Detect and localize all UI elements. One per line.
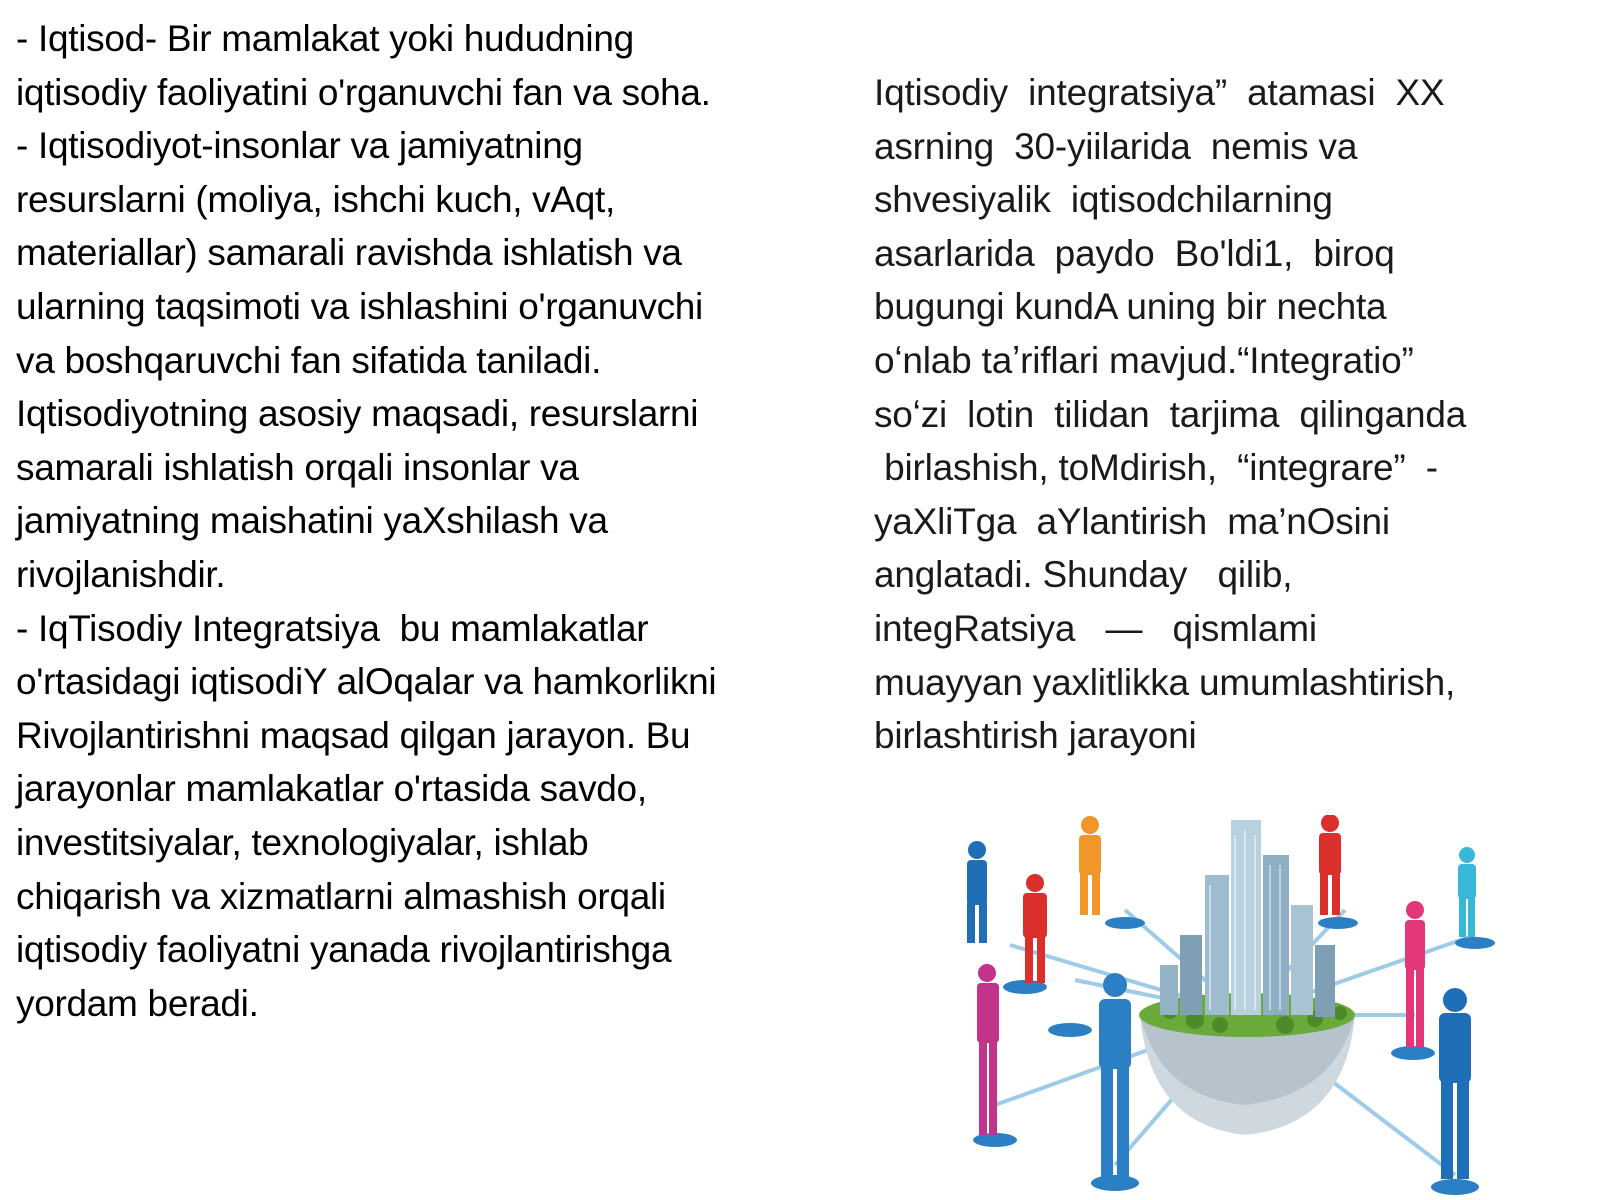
left-text-line: rivojlanishdir. — [16, 553, 226, 595]
right-text-line: bugungi kundA uning bir nechta — [874, 286, 1387, 328]
right-text-line: yaXliTga aYlantirish ma’nOsini — [874, 500, 1390, 542]
left-text-line: Rivojlantirishni maqsad qilgan jarayon. Bu — [16, 714, 691, 756]
left-text-line: iqtisodiy faoliyatni yanada rivojlantirishga — [16, 929, 672, 971]
right-text-line: soʻzi lotin tilidan tarjima qilinganda — [874, 393, 1467, 435]
left-text-line: samarali ishlatish orqali insonlar va — [16, 446, 579, 488]
right-text-line: asarlarida paydo Bo'ldi1, biroq — [874, 232, 1395, 274]
left-text-line: - IqTisodiy Integratsiya bu mamlakatlar — [16, 607, 649, 649]
global-network-people-city-icon — [955, 815, 1535, 1200]
left-text-line: Iqtisodiyotning asosiy maqsadi, resurslarni — [16, 393, 699, 435]
left-text-line: iqtisodiy faoliyatini o'rganuvchi fan va soha. — [16, 71, 711, 113]
left-text-line: - Iqtisod- Bir mamlakat yoki hududning — [16, 18, 634, 59]
left-text-column — [16, 12, 816, 1030]
left-text-line: investitsiyalar, texnologiyalar, ishlab — [16, 821, 589, 863]
left-text-line: resurslarni (moliya, ishchi kuch, vAqt, — [16, 178, 615, 220]
left-text-line: jamiyatning maishatini yaXshilash va — [16, 500, 608, 542]
right-text-line: asrning 30-yiilarida nemis va — [874, 125, 1358, 167]
network-illustration — [955, 815, 1535, 1200]
right-text-line: birlashish, toMdirish, “integrare” - — [874, 447, 1438, 489]
left-text-line: materiallar) samarali ravishda ishlatish va — [16, 232, 682, 274]
city-buildings — [1160, 820, 1335, 1017]
right-text-line: oʻnlab taʼriflari mavjud.“Integratio” — [874, 339, 1414, 381]
right-text-line: anglatadi. Shunday qilib, — [874, 554, 1293, 596]
left-text-line: yordam beradi. — [16, 982, 259, 1024]
right-text-column — [874, 66, 1574, 763]
right-text-line: muayyan yaxlitlikka umumlashtirish, — [874, 661, 1456, 703]
left-text-line: ularning taqsimoti va ishlashini o'rganuvchi — [16, 285, 703, 327]
left-text-line: va boshqaruvchi fan sifatida taniladi. — [16, 339, 602, 381]
right-text-line: birlashtirish jarayoni — [874, 715, 1197, 757]
right-text-line: Iqtisodiy integratsiya” atamasi XX — [874, 72, 1445, 113]
left-text-line: chiqarish va xizmatlarni almashish orqali — [16, 875, 666, 917]
right-text-line: integRatsiya — qismlami — [874, 607, 1317, 649]
left-text-line: o'rtasidagi iqtisodiY alOqalar va hamkorlikni — [16, 661, 717, 703]
right-text-line: shvesiyalik iqtisodchilarning — [874, 179, 1333, 221]
left-text-line: jarayonlar mamlakatlar o'rtasida savdo, — [16, 768, 647, 810]
left-text-line: - Iqtisodiyot-insonlar va jamiyatning — [16, 125, 583, 167]
